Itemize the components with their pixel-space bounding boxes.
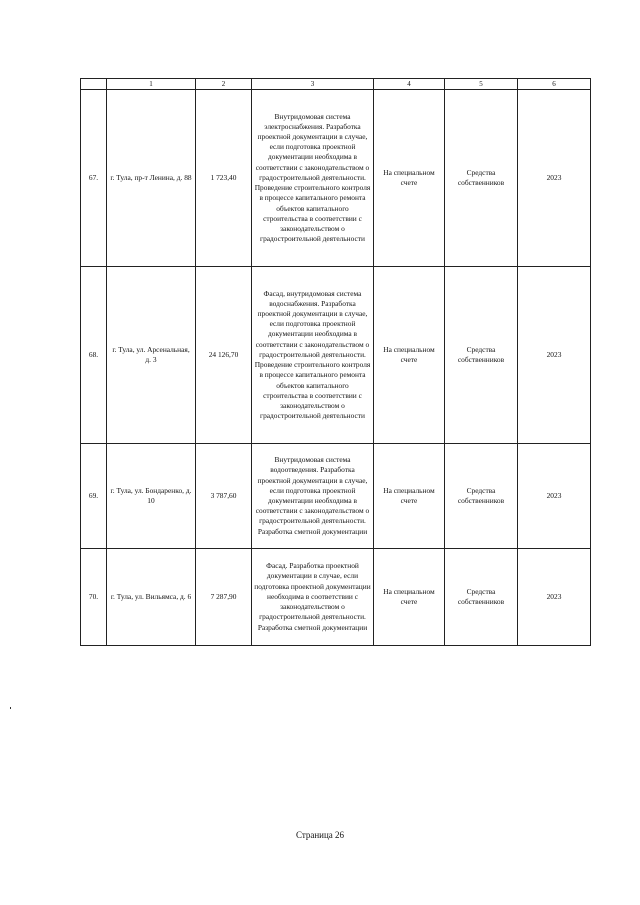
column-number-row bbox=[81, 79, 591, 90]
area-cell: 7 287,90 bbox=[196, 549, 252, 646]
year-cell: 2023 bbox=[518, 549, 591, 646]
address-cell: г. Тула, ул. Бондаренко, д. 10 bbox=[107, 444, 196, 549]
table-row bbox=[81, 549, 591, 646]
address-cell: г. Тула, ул. Вильямса, д. 6 bbox=[107, 549, 196, 646]
table-row bbox=[81, 90, 591, 267]
header-cell: 2 bbox=[196, 79, 252, 90]
year-cell: 2023 bbox=[518, 444, 591, 549]
area-cell: 1 723,40 bbox=[196, 90, 252, 267]
table-row bbox=[81, 267, 591, 444]
work-description-cell: Фасад, внутридомовая система водоснабжения. Разработка проектной документации в случае, если подготовка проектной документации необходима в соответствии с законодательством о градостроительной деятельности. Проведение строительного контроля в процессе капитального ремонта объектов капитального строительства в соответствии с законодательством о градостроительной деятельности bbox=[252, 267, 374, 444]
header-cell: 5 bbox=[445, 79, 518, 90]
funding-source-cell: Средства собственников bbox=[445, 549, 518, 646]
funding-source-cell: Средства собственников bbox=[445, 90, 518, 267]
area-cell: 3 787,60 bbox=[196, 444, 252, 549]
scan-artifact bbox=[10, 707, 11, 709]
account-cell: На специальном счете bbox=[374, 90, 445, 267]
header-cell: 3 bbox=[252, 79, 374, 90]
row-number: 70. bbox=[81, 549, 107, 646]
funding-source-cell: Средства собственников bbox=[445, 444, 518, 549]
header-cell-blank bbox=[81, 79, 107, 90]
table-row bbox=[81, 444, 591, 549]
repair-program-table bbox=[80, 78, 591, 646]
header-cell: 6 bbox=[518, 79, 591, 90]
account-cell: На специальном счете bbox=[374, 444, 445, 549]
header-cell: 4 bbox=[374, 79, 445, 90]
address-cell: г. Тула, пр-т Ленина, д. 88 bbox=[107, 90, 196, 267]
address-cell: г. Тула, ул. Арсенальная, д. 3 bbox=[107, 267, 196, 444]
page-number: Страница 26 bbox=[295, 830, 345, 840]
work-description-cell: Фасад. Разработка проектной документации в случае, если подготовка проектной документации необходима в соответствии с законодательством о градостроительной деятельности. Разработка сметной документации bbox=[252, 549, 374, 646]
funding-source-cell: Средства собственников bbox=[445, 267, 518, 444]
row-number: 67. bbox=[81, 90, 107, 267]
work-description-cell: Внутридомовая система электроснабжения. Разработка проектной документации в случае, если подготовка проектной документации необходима в соответствии с законодательством о градостроительной деятельности. Проведение строительного контроля в процессе капитального ремонта объектов капитального строительства в соответствии с законодательством о градостроительной деятельности bbox=[252, 90, 374, 267]
account-cell: На специальном счете bbox=[374, 549, 445, 646]
work-description-cell: Внутридомовая система водоотведения. Разработка проектной документации в случае, если подготовка проектной документации необходима в соответствии с законодательством о градостроительной деятельности. Разработка сметной документации bbox=[252, 444, 374, 549]
year-cell: 2023 bbox=[518, 267, 591, 444]
account-cell: На специальном счете bbox=[374, 267, 445, 444]
row-number: 69. bbox=[81, 444, 107, 549]
header-cell: 1 bbox=[107, 79, 196, 90]
area-cell: 24 126,70 bbox=[196, 267, 252, 444]
year-cell: 2023 bbox=[518, 90, 591, 267]
row-number: 68. bbox=[81, 267, 107, 444]
